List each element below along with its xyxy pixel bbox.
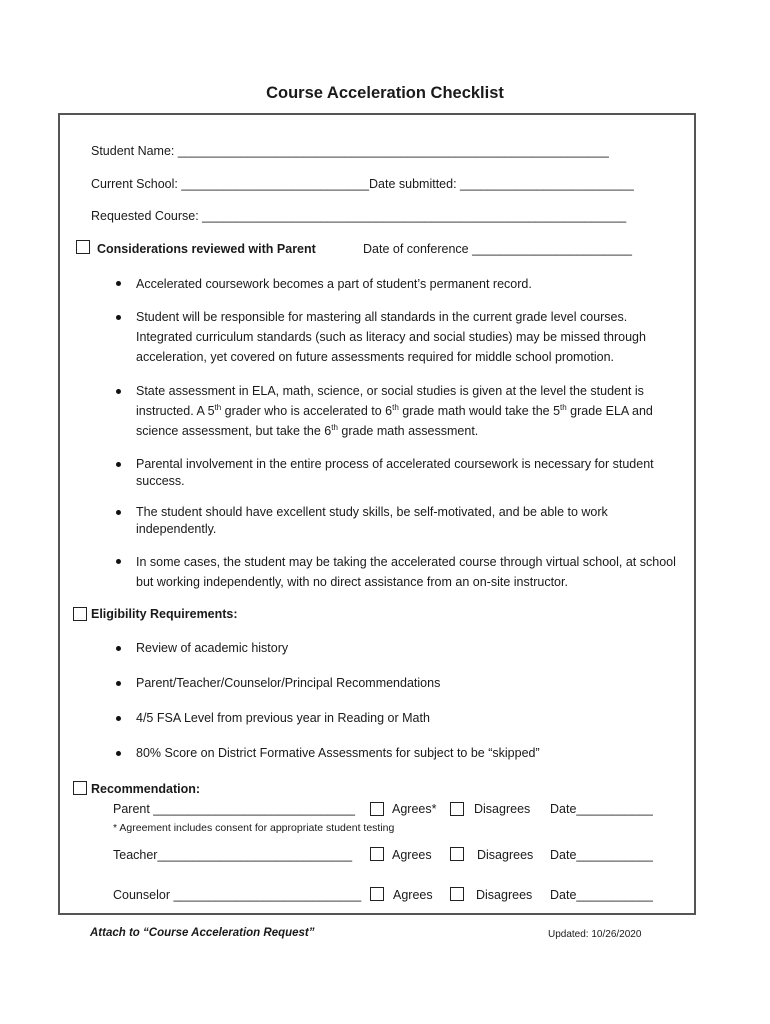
- bullet-icon: [116, 389, 121, 394]
- bullet-icon: [116, 646, 121, 651]
- bullet-icon: [116, 681, 121, 686]
- counselor-agrees-label: Agrees: [393, 888, 433, 902]
- counselor-disagrees-checkbox[interactable]: [450, 887, 464, 901]
- parent-agrees-label: Agrees*: [392, 802, 437, 816]
- recommendation-checkbox[interactable]: [73, 781, 87, 795]
- parent-disagrees-checkbox[interactable]: [450, 802, 464, 816]
- bullet-icon: [116, 462, 121, 467]
- considerations-bullet: In some cases, the student may be taking the accelerated course through virtual school, at school but working independently, with no direct assistance from an on-site instructor.: [136, 555, 676, 589]
- state-assessment-line-2: instructed. A 5th grader who is accelerated to 6th grade math would take the 5th grade ELA and: [136, 402, 653, 418]
- eligibility-item: 80% Score on District Formative Assessments for subject to be “skipped”: [136, 746, 540, 760]
- eligibility-item: Review of academic history: [136, 641, 289, 655]
- student-name-field[interactable]: Student Name: ______________________________________________________________: [91, 144, 609, 158]
- state-assessment-line-1: State assessment in ELA, math, science, or social studies is given at the level the student is: [136, 384, 644, 398]
- counselor-signature-field[interactable]: Counselor ___________________________: [113, 888, 362, 902]
- agreement-note: * Agreement includes consent for appropriate student testing: [113, 822, 395, 834]
- eligibility-item: 4/5 FSA Level from previous year in Reading or Math: [136, 711, 430, 725]
- bullet-icon: [116, 716, 121, 721]
- considerations-bullet: Student will be responsible for mastering all standards in the current grade level courses. Integrated curriculum standards (such as literacy and social studies) may be missed through acceleration, yet covered on future assessments required for middle school promotion.: [136, 310, 646, 364]
- state-assessment-line-3: science assessment, but take the 6th grade math assessment.: [136, 422, 479, 438]
- teacher-agrees-checkbox[interactable]: [370, 847, 384, 861]
- bullet-icon: [116, 559, 121, 564]
- teacher-disagrees-checkbox[interactable]: [450, 847, 464, 861]
- bullet-icon: [116, 281, 121, 286]
- considerations-heading: Considerations reviewed with Parent: [97, 242, 316, 256]
- considerations-bullet-state-assessment: [136, 381, 686, 441]
- requested-course-field[interactable]: Requested Course: _____________________________________________________________: [91, 209, 627, 223]
- footer-updated-date: Updated: 10/26/2020: [548, 929, 642, 940]
- bullet-icon: [116, 751, 121, 756]
- considerations-bullet: The student should have excellent study skills, be self-motivated, and be able to work independently.: [136, 505, 608, 536]
- eligibility-item: Parent/Teacher/Counselor/Principal Recommendations: [136, 676, 441, 690]
- footer-attach-note: Attach to “Course Acceleration Request”: [90, 927, 315, 939]
- considerations-bullet: Parental involvement in the entire process of accelerated coursework is necessary for student success.: [136, 457, 654, 488]
- considerations-checkbox[interactable]: [76, 240, 90, 254]
- parent-disagrees-label: Disagrees: [474, 802, 531, 816]
- teacher-agrees-label: Agrees: [392, 848, 432, 862]
- eligibility-checkbox[interactable]: [73, 607, 87, 621]
- bullet-icon: [116, 315, 121, 320]
- considerations-bullet: Accelerated coursework becomes a part of student’s permanent record.: [136, 277, 532, 291]
- teacher-signature-field[interactable]: Teacher____________________________: [113, 848, 353, 862]
- bullet-icon: [116, 510, 121, 515]
- counselor-disagrees-label: Disagrees: [476, 888, 533, 902]
- teacher-date-field[interactable]: Date___________: [550, 848, 653, 862]
- parent-agrees-checkbox[interactable]: [370, 802, 384, 816]
- counselor-agrees-checkbox[interactable]: [370, 887, 384, 901]
- parent-date-field[interactable]: Date___________: [550, 802, 653, 816]
- teacher-disagrees-label: Disagrees: [477, 848, 534, 862]
- recommendation-heading: Recommendation:: [91, 782, 201, 796]
- current-school-field[interactable]: Current School: ___________________________Date submitted: _________________________: [91, 177, 634, 191]
- date-of-conference-field[interactable]: Date of conference _______________________: [363, 242, 632, 256]
- page-title: Course Acceleration Checklist: [266, 84, 504, 102]
- counselor-date-field[interactable]: Date___________: [550, 888, 653, 902]
- eligibility-heading: Eligibility Requirements:: [91, 607, 238, 621]
- parent-signature-field[interactable]: Parent _____________________________: [113, 802, 355, 816]
